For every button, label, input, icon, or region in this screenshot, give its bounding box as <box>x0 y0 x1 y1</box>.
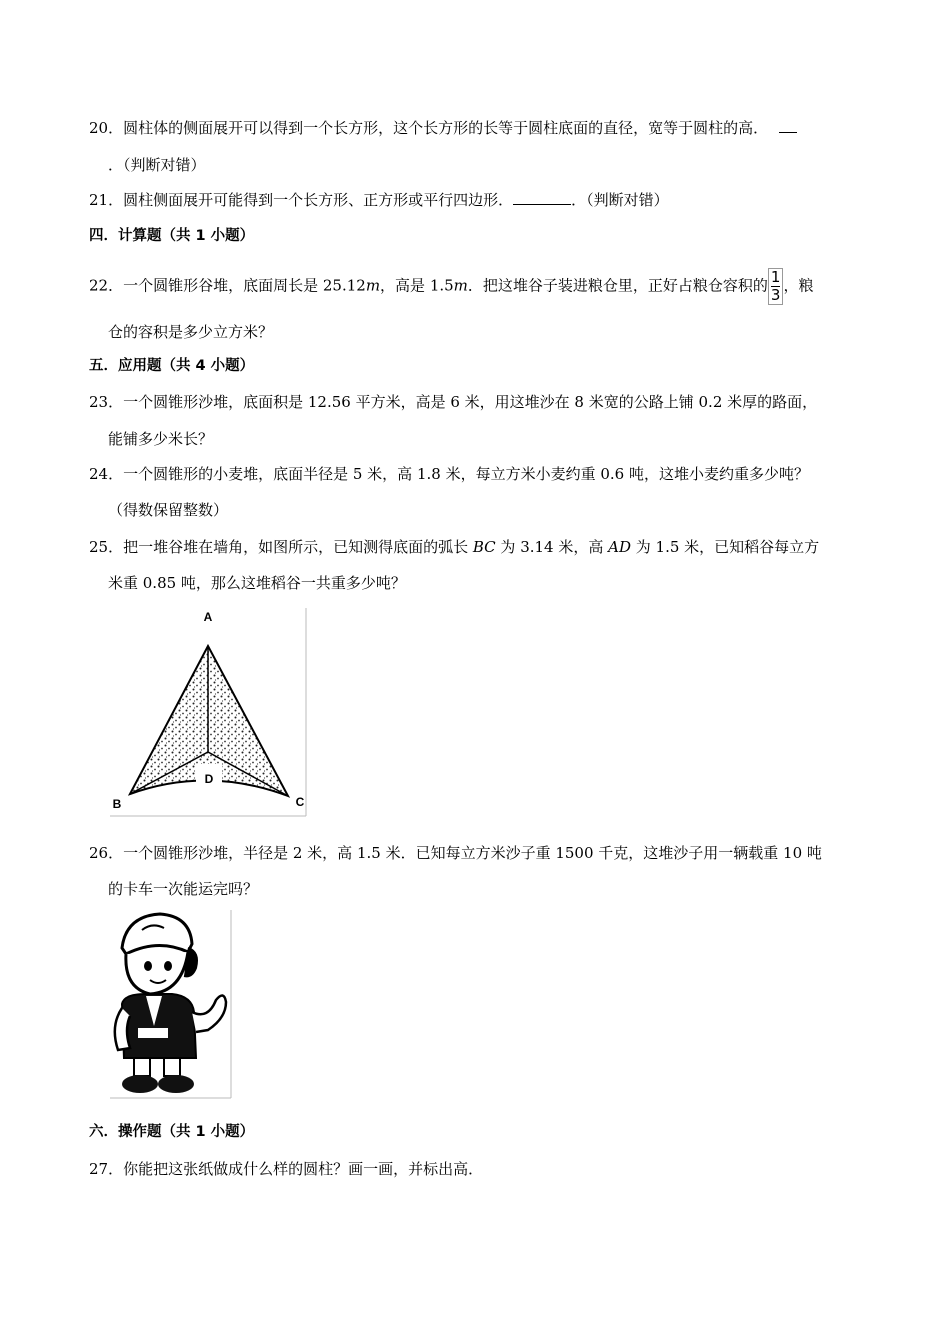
fraction-denominator: 3 <box>770 286 781 304</box>
question-number: 22 <box>89 276 109 295</box>
face <box>126 952 188 994</box>
unit-m: m <box>453 276 468 295</box>
section-title-application: 五．应用题（共 4 小题） <box>89 358 255 374</box>
question-text-cont: （得数保留整数） <box>108 501 229 519</box>
question-23-continuation <box>108 428 213 450</box>
question-text: ．一个圆锥形的小麦堆，底面半径是 5 米，高 1.8 米，每立方米小麦约重 0.6 吨，这堆小麦约重多少吨？ <box>108 465 809 483</box>
question-number: 24 <box>89 465 109 483</box>
arc-label: BC <box>472 538 496 556</box>
cap <box>122 914 192 954</box>
section-title-operation: 六．操作题（共 1 小题） <box>89 1124 255 1140</box>
question-text-b: ，高是 1.5 <box>380 276 454 295</box>
answer-blank[interactable] <box>779 118 797 133</box>
question-text-b: 为 3.14 米，高 <box>495 538 609 556</box>
question-text: ．你能把这张纸做成什么样的圆柱？画一画，并标出高． <box>108 1160 484 1178</box>
question-tail: ．（判断对错） <box>571 191 669 209</box>
cartoon-boy-illustration <box>108 908 234 1100</box>
fraction-numerator: 1 <box>770 268 781 286</box>
label-a: A <box>203 610 213 624</box>
question-text-cont: 的卡车一次能运完吗？ <box>108 880 259 898</box>
question-text-cont: 米重 0.85 吨，那么这堆稻谷一共重多少吨？ <box>108 574 406 592</box>
eye-right <box>164 961 172 971</box>
question-text-d: ，粮 <box>783 276 814 295</box>
question-22-continuation <box>108 321 273 343</box>
shoe-left <box>122 1075 158 1093</box>
question-text: ．圆柱侧面展开可能得到一个长方形、正方形或平行四边形． <box>108 191 514 209</box>
question-27 <box>89 1158 483 1180</box>
height-label: AD <box>608 538 631 556</box>
question-25-continuation <box>108 572 406 594</box>
question-text-a: ．一个圆锥形谷堆，底面周长是 25.12 <box>108 276 366 295</box>
question-text: ．圆柱体的侧面展开可以得到一个长方形，这个长方形的长等于圆柱底面的直径，宽等于圆柱的高． <box>108 119 769 137</box>
question-23 <box>89 391 817 413</box>
question-number: 23 <box>89 393 109 411</box>
unit-m: m <box>365 276 381 295</box>
label-c: C <box>295 795 305 809</box>
question-26 <box>89 842 822 864</box>
question-text-c: ．把这堆谷子装进粮仓里，正好占粮仓容积的 <box>467 276 768 295</box>
pocket <box>138 1028 168 1038</box>
question-21 <box>89 189 669 211</box>
leg-left <box>134 1058 150 1076</box>
answer-blank[interactable] <box>513 190 571 205</box>
question-number: 25 <box>89 538 109 556</box>
question-22 <box>89 268 813 305</box>
question-number: 20 <box>89 119 109 137</box>
cone-corner-figure <box>108 604 308 818</box>
label-d: D <box>204 772 214 786</box>
waving-arm <box>192 995 226 1032</box>
question-25 <box>89 536 819 558</box>
question-20-continuation <box>108 154 206 176</box>
eye-left <box>144 961 152 971</box>
question-text: ．一个圆锥形沙堆，底面积是 12.56 平方米，高是 6 米，用这堆沙在 8 米宽的公路上铺 0.2 米厚的路面， <box>108 393 818 411</box>
shoe-right <box>158 1075 194 1093</box>
question-20 <box>89 117 797 139</box>
left-arm <box>115 1008 130 1050</box>
fraction-one-third <box>768 268 784 305</box>
section-title-calculation: 四．计算题（共 1 小题） <box>89 228 255 244</box>
question-24 <box>89 463 809 485</box>
leg-right <box>164 1058 180 1076</box>
question-number: 21 <box>89 191 109 209</box>
label-b: B <box>112 797 122 811</box>
question-text-a: ．把一堆谷堆在墙角，如图所示，已知测得底面的弧长 <box>108 538 473 556</box>
question-text: ．一个圆锥形沙堆，半径是 2 米，高 1.5 米．已知每立方米沙子重 1500 千克，这堆沙子用一辆载重 10 吨 <box>108 844 822 862</box>
question-text-cont: ．（判断对错） <box>108 156 206 174</box>
question-number: 27 <box>89 1160 109 1178</box>
question-text-cont: 能铺多少米长？ <box>108 430 214 448</box>
question-26-continuation <box>108 878 258 900</box>
question-number: 26 <box>89 844 109 862</box>
question-text-cont: 仓的容积是多少立方米？ <box>108 323 274 341</box>
question-24-continuation <box>108 499 228 521</box>
question-text-c: 为 1.5 米，已知稻谷每立方 <box>631 538 820 556</box>
